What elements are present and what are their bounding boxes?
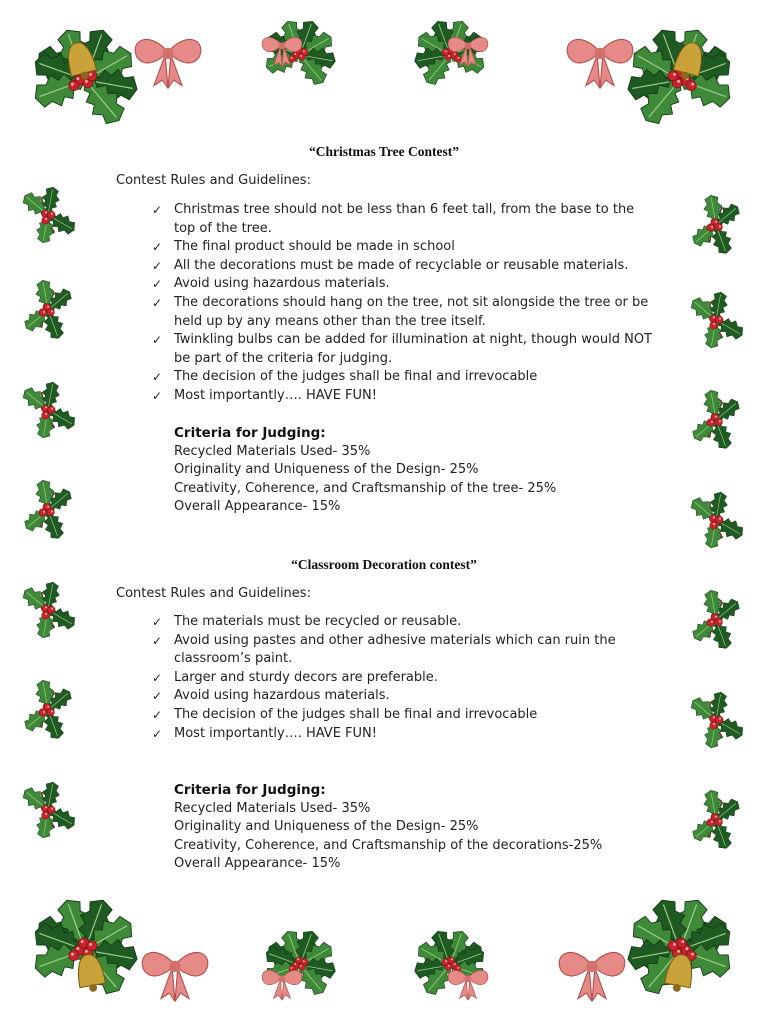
list-item: ✓ Christmas tree should not be less than 6 feet tall, from the base to the top of the tree. xyxy=(152,202,635,236)
classroom-rules-intro: Contest Rules and Guidelines: xyxy=(116,586,311,601)
list-item: ✓ Most importantly…. HAVE FUN! xyxy=(152,725,652,744)
criteria-item: Recycled Materials Used- 35% xyxy=(174,800,371,816)
list-item: ✓ Avoid using pastes and other adhesive materials which can ruin the classroom’s paint. xyxy=(152,632,616,667)
criteria-heading: Criteria for Judging: xyxy=(174,782,326,798)
check-icon: ✓ xyxy=(152,240,163,255)
criteria-item: Overall Appearance- 15% xyxy=(174,499,341,515)
check-icon: ✓ xyxy=(152,203,163,217)
list-item: ✓ Avoid using hazardous materials. xyxy=(152,275,652,294)
list-item: ✓ The decision of the judges shall be final and irrevocable xyxy=(152,368,652,387)
christmas-criteria xyxy=(174,424,556,517)
classroom-criteria xyxy=(174,781,602,874)
criteria-item: Creativity, Coherence, and Craftsmanship of the decorations-25% xyxy=(174,837,603,853)
criteria-heading: Criteria for Judging: xyxy=(174,425,326,441)
classroom-rules-list xyxy=(152,613,652,743)
check-icon: ✓ xyxy=(152,258,163,273)
check-icon: ✓ xyxy=(152,615,163,629)
christmas-rules-list xyxy=(152,201,652,406)
list-item: ✓ The decision of the judges shall be final and irrevocable xyxy=(152,706,652,725)
check-icon: ✓ xyxy=(152,726,163,741)
criteria-item: Creativity, Coherence, and Craftsmanship of the tree- 25% xyxy=(174,480,557,496)
check-icon: ✓ xyxy=(152,277,163,292)
classroom-contest-title: “Classroom Decoration contest” xyxy=(291,557,477,572)
check-icon: ✓ xyxy=(152,370,163,385)
list-item: ✓ The decorations should hang on the tree, not sit alongside the tree or be held up by any means other than the tree itself. xyxy=(152,294,649,329)
list-item: ✓ Larger and sturdy decors are preferable. xyxy=(152,669,652,688)
check-icon: ✓ xyxy=(152,633,163,648)
check-icon: ✓ xyxy=(152,707,163,722)
check-icon: ✓ xyxy=(152,388,163,403)
check-icon: ✓ xyxy=(152,670,163,685)
check-icon: ✓ xyxy=(152,689,163,704)
criteria-item: Overall Appearance- 15% xyxy=(174,856,341,872)
check-icon: ✓ xyxy=(152,333,163,348)
list-item: ✓ The materials must be recycled or reusable. xyxy=(152,613,652,632)
list-item: ✓ All the decorations must be made of recyclable or reusable materials. xyxy=(152,257,652,276)
criteria-item: Originality and Uniqueness of the Design- 25% xyxy=(174,462,479,478)
criteria-item: Originality and Uniqueness of the Design- 25% xyxy=(174,819,479,835)
check-icon: ✓ xyxy=(152,295,163,310)
list-item: ✓ Avoid using hazardous materials. xyxy=(152,687,652,706)
christmas-rules-intro: Contest Rules and Guidelines: xyxy=(116,173,311,188)
list-item: ✓ Most importantly…. HAVE FUN! xyxy=(152,387,652,406)
list-item: ✓ The final product should be made in school xyxy=(152,238,652,257)
criteria-item: Recycled Materials Used- 35% xyxy=(174,443,371,459)
list-item: ✓ Twinkling bulbs can be added for illumination at night, though would NOT be part of the criteria for judging. xyxy=(152,332,652,366)
christmas-contest-title: “Christmas Tree Contest” xyxy=(309,144,459,159)
